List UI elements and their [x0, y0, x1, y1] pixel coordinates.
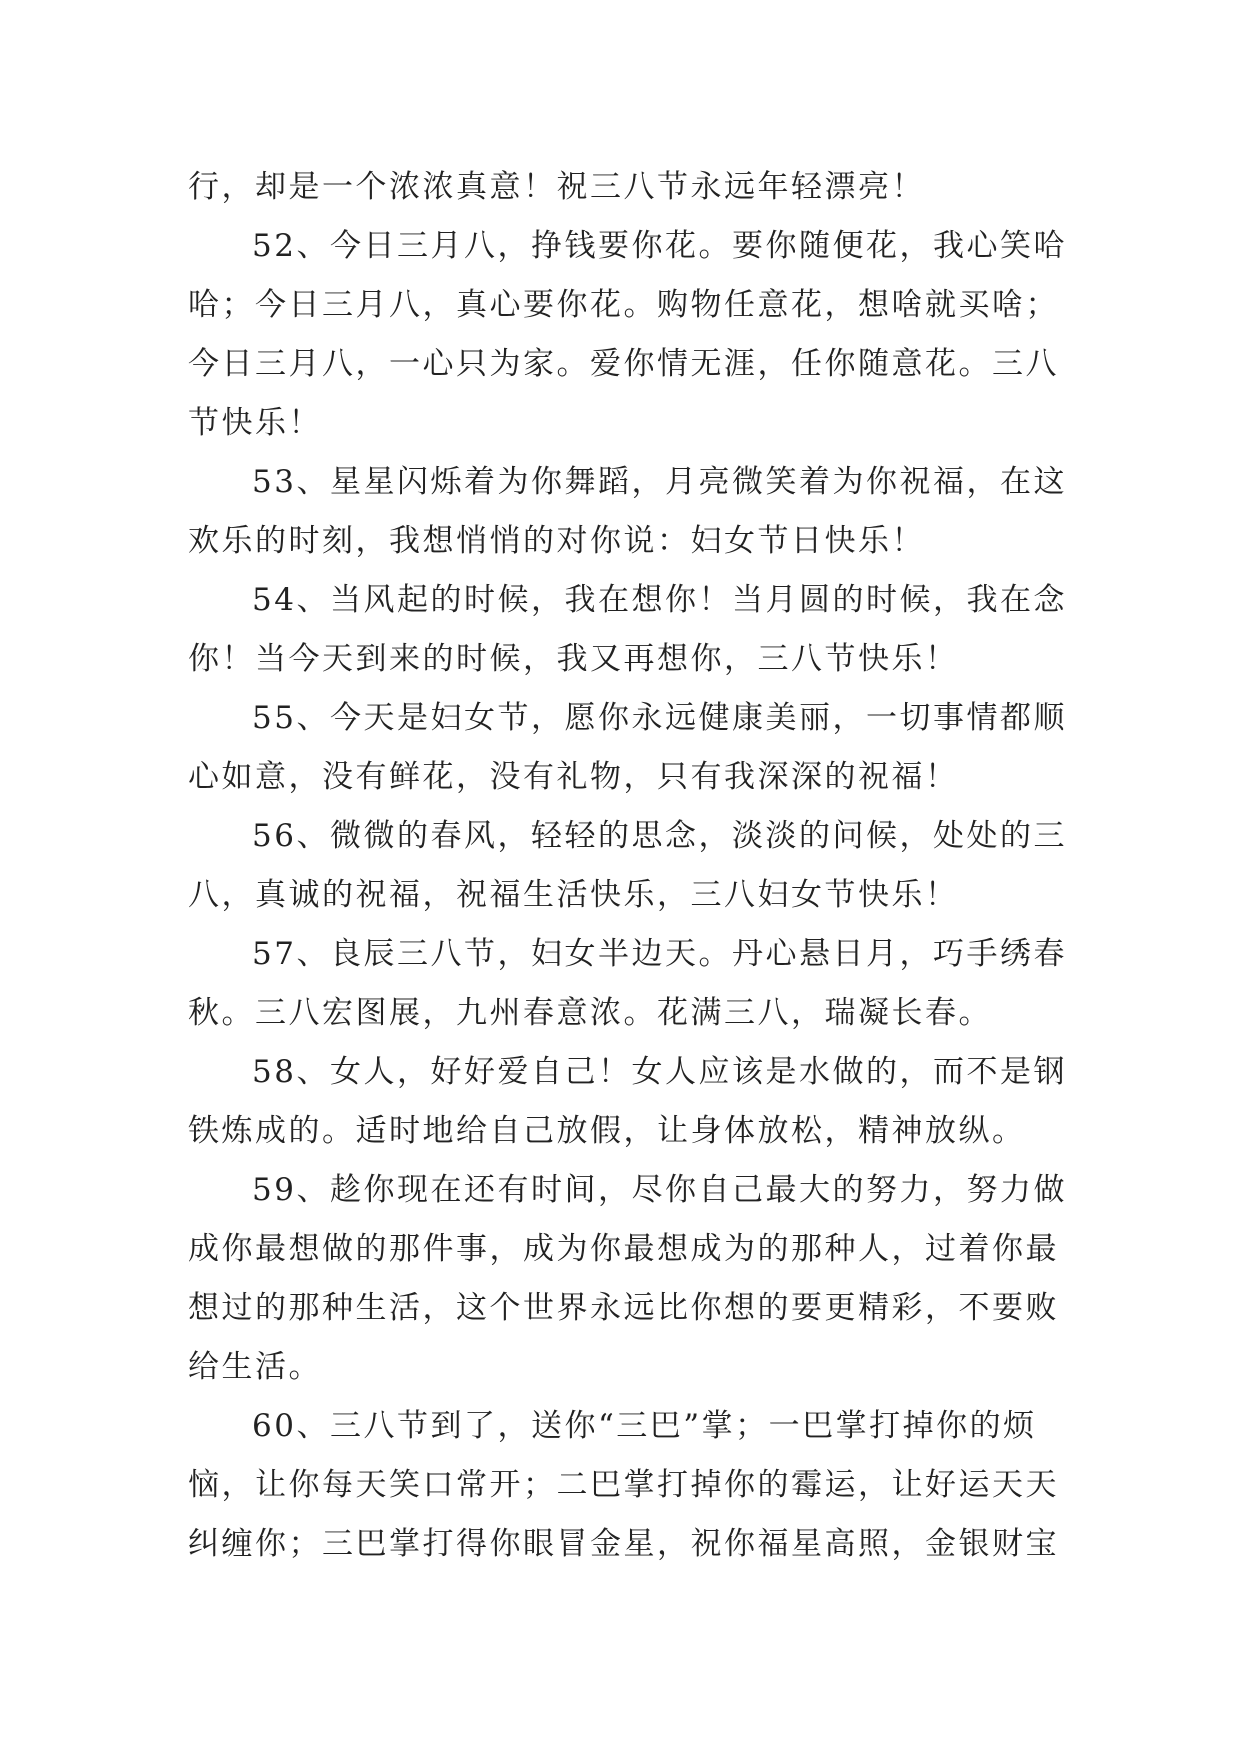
text-line: 59、趁你现在还有时间，尽你自己最大的努力，努力做 [252, 1172, 1067, 1208]
text-line: 哈；今日三月八，真心要你花。购物任意花，想啥就买啥； [188, 287, 1059, 323]
text-line: 今日三月八，一心只为家。爱你情无涯，任你随意花。三八 [188, 346, 1059, 382]
text-line: 想过的那种生活，这个世界永远比你想的要更精彩，不要败 [188, 1290, 1059, 1326]
text-line: 行，却是一个浓浓真意！祝三八节永远年轻漂亮！ [188, 169, 925, 205]
text-line: 58、女人，好好爱自己！女人应该是水做的，而不是钢 [252, 1054, 1067, 1090]
text-line: 恼，让你每天笑口常开；二巴掌打掉你的霉运，让好运天天 [188, 1467, 1059, 1503]
text-line: 秋。三八宏图展，九州春意浓。花满三八，瑞凝长春。 [188, 995, 992, 1031]
text-line: 53、星星闪烁着为你舞蹈，月亮微笑着为你祝福，在这 [252, 464, 1067, 500]
text-line: 欢乐的时刻，我想悄悄的对你说：妇女节日快乐！ [188, 523, 925, 559]
text-line: 57、良辰三八节，妇女半边天。丹心悬日月，巧手绣春 [252, 936, 1067, 972]
text-line: 给生活。 [188, 1349, 322, 1385]
text-column [188, 158, 1068, 1574]
text-line: 成你最想做的那件事，成为你最想成为的那种人，过着你最 [188, 1231, 1059, 1267]
text-line: 52、今日三月八，挣钱要你花。要你随便花，我心笑哈 [252, 228, 1067, 264]
text-line: 你！当今天到来的时候，我又再想你，三八节快乐！ [188, 641, 959, 677]
text-line: 铁炼成的。适时地给自己放假，让身体放松，精神放纵。 [188, 1113, 1026, 1149]
text-line: 54、当风起的时候，我在想你！当月圆的时候，我在念 [252, 582, 1067, 618]
text-line: 55、今天是妇女节，愿你永远健康美丽，一切事情都顺 [252, 700, 1067, 736]
text-line: 八，真诚的祝福，祝福生活快乐，三八妇女节快乐！ [188, 877, 959, 913]
text-line: 56、微微的春风，轻轻的思念，淡淡的问候，处处的三 [252, 818, 1067, 854]
text-line: 节快乐！ [188, 405, 322, 441]
text-line: 60、三八节到了，送你“三巴”掌；一巴掌打掉你的烦 [252, 1408, 1037, 1444]
text-line: 心如意，没有鲜花，没有礼物，只有我深深的祝福！ [188, 759, 959, 795]
text-line: 纠缠你；三巴掌打得你眼冒金星，祝你福星高照，金银财宝 [188, 1526, 1059, 1562]
